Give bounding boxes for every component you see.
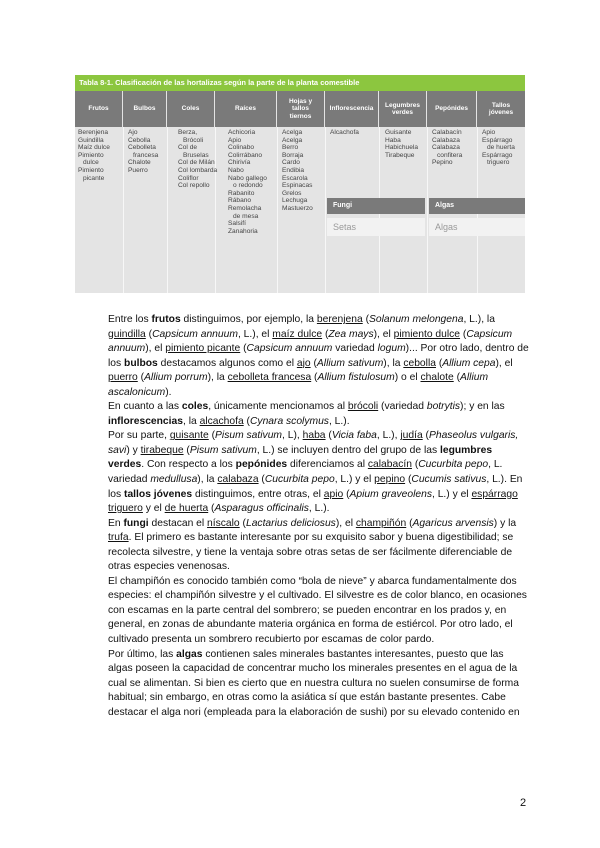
paragraph-fungi: En fungi destacan el níscalo (Lactarius deliciosus), el champiñón (Agaricus arvensis) y la trufa. El primero es bastante interesante por su exquisito sabor y buena digestibilidad; se recolecta silvestre, y tiene la ventaja sobre otras setas de ser fácilmente diferenciable de otras especies venenosas. — [108, 517, 517, 573]
column-hojas: Acelga Acelga Berro Borraja Cardo Endibia Escarola Espinacas Grelos Lechuga Mastuerzo — [282, 129, 313, 212]
paragraph-legumbres: Por su parte, guisante (Pisum sativum, L), haba (Vicia faba, L.), judía (Phaseolus vulgaris, savi) y tirabeque (Pisum sativum, L.) se incluyen dentro del grupo de las legumbres verdes. Con respecto a los pepónides diferenciamos al calabacín (Cucurbita pepo, L. variedad medullusa), la calabaza (Cucurbita pepo, L.) y el pepino (Cucumis sativus, L.). En los tallos jóvenes distinguimos, entre otras, el apio (Apium graveolens, L.) y el espárrago triguero y el de huerta (Asparagus officinalis, L.). — [108, 430, 523, 515]
fungi-header: Fungi — [327, 198, 425, 214]
column-raices: Achicoria Apio Colinabo Colirrábano Chirivía Nabo Nabo gallego o redondo Rabanito Rábano Remolacha de mesa Salsifí Zanahoria — [228, 129, 267, 235]
column-divider — [277, 127, 278, 293]
paragraph-algas: Por último, las algas contienen sales minerales bastantes interesantes, puesto que las algas poseen la capacidad de concentrar mucho los minerales presentes en el agua de la cual se alimentan. Si bien es cierto que en nuestra cultura no suelen consumirse de forma habitual; sin embargo, en otras como la asiática sí que están bastante presentes. Cabe destacar el alga nori (empleada para la elaboración de sushi) por su elevado contenido en — [108, 648, 520, 718]
fungi-value: Setas — [327, 218, 425, 236]
column-coles: Berza, Brócoli Col de Bruselas Col de Milán Col lombarda Coliflor Col repollo — [178, 129, 218, 190]
algas-header: Algas — [429, 198, 525, 214]
column-bulbos: Ajo Cebolla Cebolleta francesa Chalote Puerro — [128, 129, 159, 174]
algas-value: Algas — [429, 218, 525, 236]
column-legumbres: Guisante Haba Habichuela Tirabeque — [385, 129, 418, 159]
header-inflorescencia: Inflorescencia — [325, 91, 379, 127]
paragraph-coles: En cuanto a las coles, únicamente mencionamos al brócoli (variedad botrytis); y en las inflorescencias, la alcachofa (Cynara scolymus, L.). — [108, 401, 505, 427]
paragraph-frutos-bulbos: Entre los frutos distinguimos, por ejemplo, la berenjena (Solanum melongena, L.), la guindilla (Capsicum annuum, L.), el maíz dulce (Zea mays), el pimiento dulce (Capsicum annuum), el pimiento picante (Capsicum annuum variedad logum)... Por otro lado, dentro de los bulbos destacamos algunos como el ajo (Allium sativum), la cebolla (Allium cepa), el puerro (Allium porrum), la cebolleta francesa (Allium fistulosum) o el chalote (Allium ascalonicum). — [108, 314, 529, 398]
header-bulbos: Bulbos — [123, 91, 167, 127]
header-tallos: Tallos jóvenes — [477, 91, 525, 127]
column-divider — [167, 127, 168, 293]
column-frutos: Berenjena Guindilla Maíz dulce Pimiento dulce Pimiento picante — [78, 129, 110, 182]
page-number: 2 — [520, 797, 527, 809]
header-legumbres: Legumbres verdes — [379, 91, 427, 127]
table-title: Tabla 8-1. Clasificación de las hortalizas según la parte de la planta comestible — [75, 75, 525, 91]
column-divider — [427, 127, 428, 293]
column-divider — [123, 127, 124, 293]
column-peponides: Calabacín Calabaza Calabaza confitera Pepino — [432, 129, 463, 167]
header-hojas: Hojas y tallos tiernos — [277, 91, 325, 127]
header-peponides: Pepónides — [427, 91, 477, 127]
column-tallos: Apio Espárrago de huerta Espárrago triguero — [482, 129, 515, 167]
header-coles: Coles — [167, 91, 215, 127]
column-inflorescencia: Alcachofa — [330, 129, 359, 136]
paragraph-champinon: El champiñón es conocido también como “bola de nieve” y abarca fundamentalmente dos especies: el champiñón silvestre y el cultivado. El silvestre es de color blanco, en ocasiones con escamas en la parte central del sombrero; se pueden encontrar en los prados y, en general, en zonas de abundante materia orgánica en forma de estiércol. Por otro lado, el cultivado presenta un sombrero recubierto por escamas de color pardo. — [108, 575, 527, 646]
header-raices: Raíces — [215, 91, 277, 127]
classification-table — [75, 75, 525, 293]
body-text — [72, 313, 530, 720]
column-divider — [325, 127, 326, 293]
header-frutos: Frutos — [75, 91, 123, 127]
